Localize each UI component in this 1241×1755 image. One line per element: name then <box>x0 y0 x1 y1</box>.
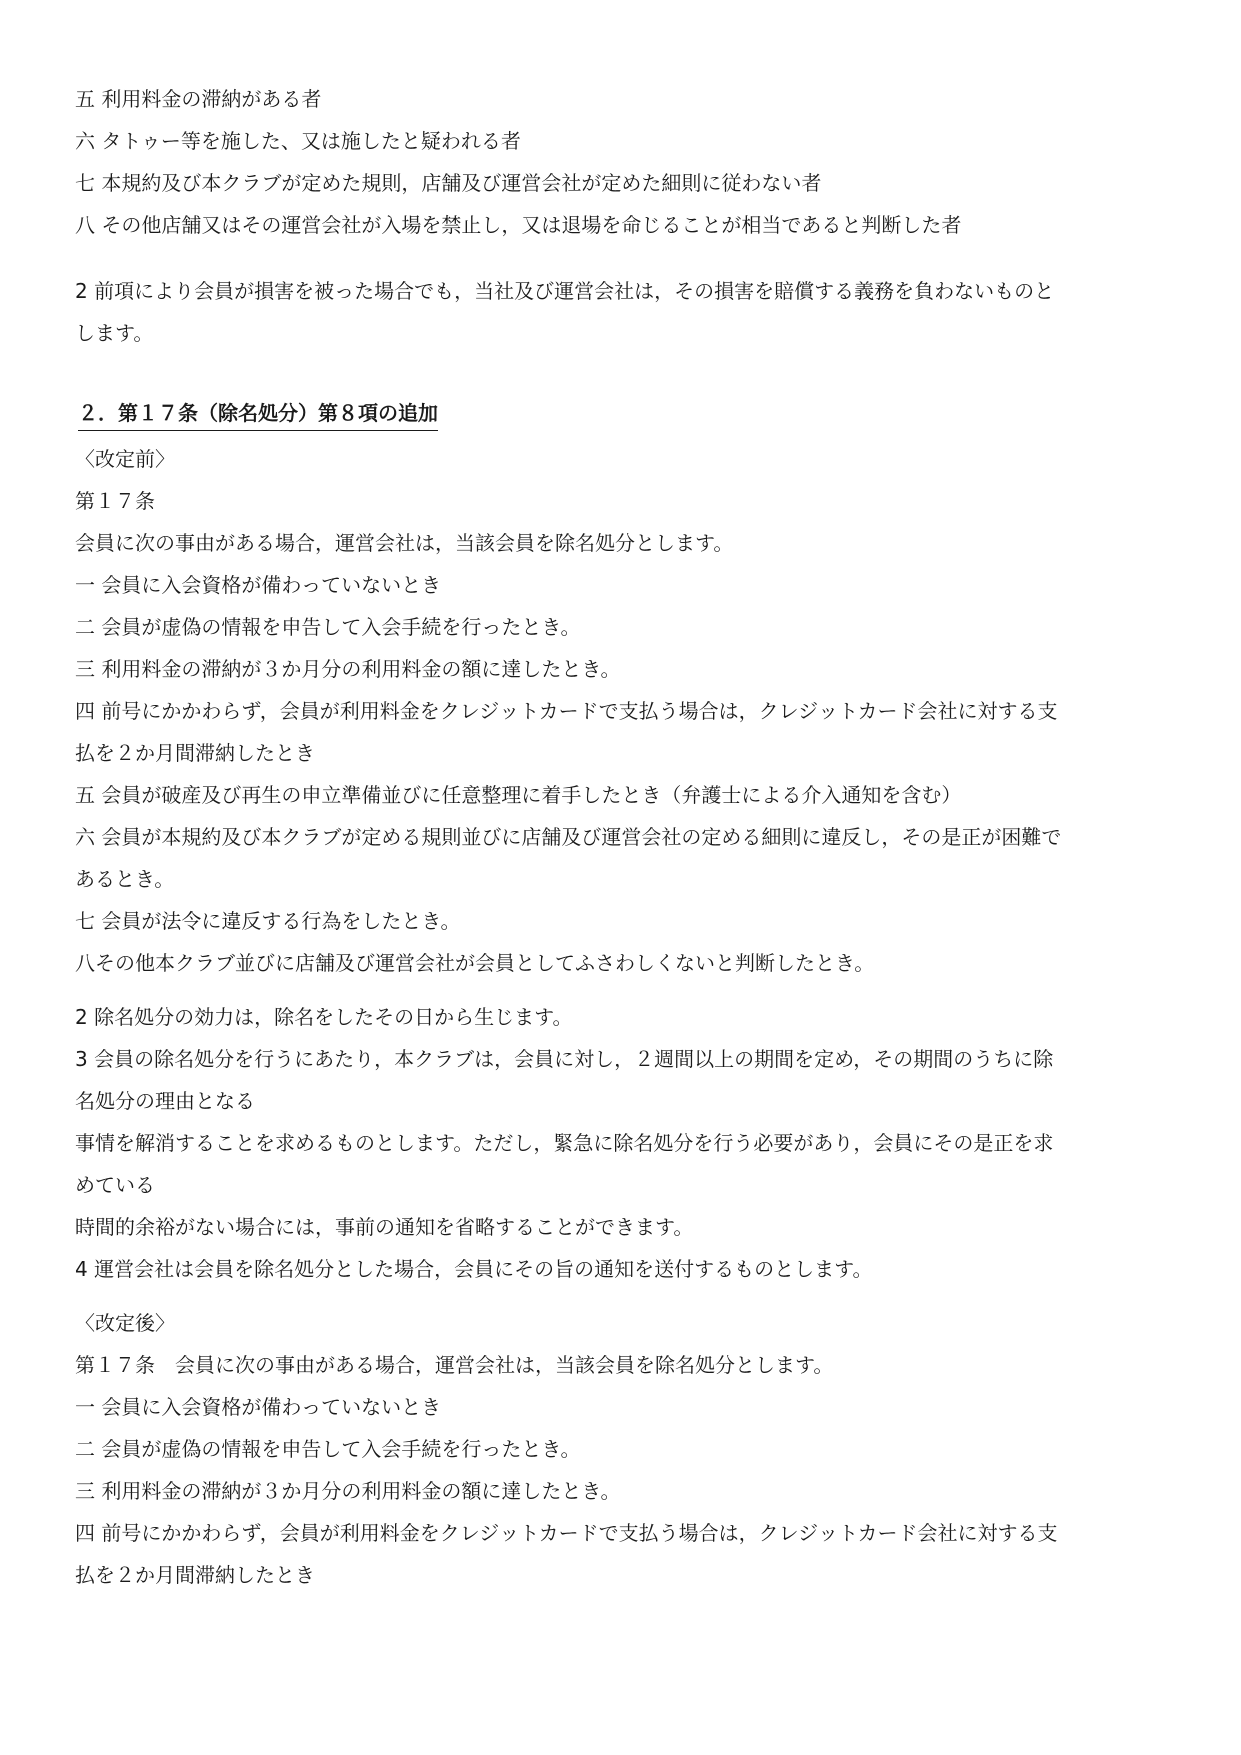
list-item: 二 会員が虚偽の情報を申告して入会手続を行ったとき。 <box>75 1437 581 1461</box>
paragraph-line: 2 除名処分の効力は，除名をしたその日から生じます。 <box>75 1005 573 1029</box>
list-item: 五 会員が破産及び再生の申立準備並びに任意整理に着手したとき（弁護士による介入通知を含む） <box>75 783 962 807</box>
list-item: 四 前号にかかわらず，会員が利用料金をクレジットカードで支払う場合は，クレジットカード会社に対する支 <box>75 1521 1058 1545</box>
paragraph-line: 名処分の理由となる <box>75 1089 255 1113</box>
list-item: 払を２か月間滞納したとき <box>75 741 315 765</box>
before-revision <box>75 438 1170 1290</box>
paragraph-line: めている <box>75 1173 155 1197</box>
before-label: 〈改定前〉 <box>75 447 175 471</box>
after-revision <box>75 1302 1170 1596</box>
article-title: 第１７条 <box>75 489 155 513</box>
list-item: 五 利用料金の滞納がある者 <box>75 87 322 111</box>
list-item: あるとき。 <box>75 867 175 891</box>
list-item: 七 会員が法令に違反する行為をしたとき。 <box>75 909 461 933</box>
document-body <box>75 78 1170 1596</box>
list-item: 四 前号にかかわらず，会員が利用料金をクレジットカードで支払う場合は，クレジットカード会社に対する支 <box>75 699 1058 723</box>
paragraph-line: します。 <box>75 321 154 345</box>
list-item: 一 会員に入会資格が備わっていないとき <box>75 1395 442 1419</box>
paragraph-line: 4 運営会社は会員を除名処分とした場合，会員にその旨の通知を送付するものとします。 <box>75 1257 873 1281</box>
list-item: 三 利用料金の滞納が３か月分の利用料金の額に達したとき。 <box>75 1479 621 1503</box>
list-item: 七 本規約及び本クラブが定めた規則，店舗及び運営会社が定めた細則に従わない者 <box>75 171 822 195</box>
section-heading: ２．第１７条（除名処分）第８項の追加 <box>78 398 438 431</box>
article-intro: 会員に次の事由がある場合，運営会社は，当該会員を除名処分とします。 <box>75 531 734 555</box>
list-item: 払を２か月間滞納したとき <box>75 1563 315 1587</box>
list-item: 二 会員が虚偽の情報を申告して入会手続を行ったとき。 <box>75 615 581 639</box>
paragraph-line: 3 会員の除名処分を行うにあたり，本クラブは，会員に対し，２週間以上の期間を定め，その期間のうちに除 <box>75 1047 1054 1071</box>
top-list <box>75 78 1170 246</box>
paragraph-line: 事情を解消することを求めるものとします。ただし，緊急に除名処分を行う必要があり，会員にその是正を求 <box>75 1131 1054 1155</box>
paragraph-line: 2 前項により会員が損害を被った場合でも，当社及び運営会社は，その損害を賠償する義務を負わないものと <box>75 279 1055 303</box>
list-item: 六 タトゥー等を施した、又は施したと疑われる者 <box>75 129 521 153</box>
list-item: 一 会員に入会資格が備わっていないとき <box>75 573 442 597</box>
list-item: 八 その他店舗又はその運営会社が入場を禁止し，又は退場を命じることが相当であると判断した者 <box>75 213 962 237</box>
list-item: 三 利用料金の滞納が３か月分の利用料金の額に達したとき。 <box>75 657 621 681</box>
after-label: 〈改定後〉 <box>75 1311 175 1335</box>
list-item: 六 会員が本規約及び本クラブが定める規則並びに店舗及び運営会社の定める細則に違反し，その是正が困難で <box>75 825 1062 849</box>
list-item: 八その他本クラブ並びに店舗及び運営会社が会員としてふさわしくないと判断したとき。 <box>75 951 875 975</box>
top-paragraph-2 <box>75 270 1170 354</box>
paragraph-line: 時間的余裕がない場合には，事前の通知を省略することができます。 <box>75 1215 694 1239</box>
article-intro: 第１７条 会員に次の事由がある場合，運営会社は，当該会員を除名処分とします。 <box>75 1353 834 1377</box>
